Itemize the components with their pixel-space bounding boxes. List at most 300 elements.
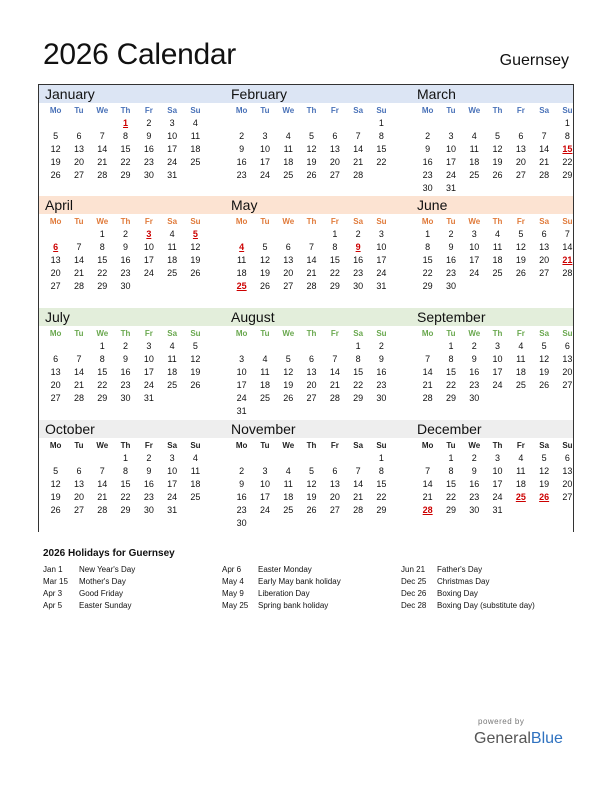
day-cell: 30: [143, 170, 154, 180]
day-cell: [486, 280, 509, 293]
day-cell: 1: [123, 118, 129, 128]
weekday-label: Tu: [446, 329, 456, 338]
day-cell: 17: [492, 479, 503, 489]
day-cell: 20: [562, 479, 573, 489]
day-cell: 5: [309, 131, 315, 141]
weekday-label: Su: [190, 441, 201, 450]
day-cell: 13: [562, 466, 573, 476]
day-cell: 26: [259, 281, 270, 291]
weekday-label: Mo: [235, 441, 248, 450]
day-cell: 9: [123, 242, 129, 252]
week-row: [416, 241, 586, 254]
weekday-label: We: [282, 106, 295, 115]
quarter-row: [38, 84, 574, 196]
day-cell: 22: [353, 380, 364, 390]
weekday-label: Mo: [421, 106, 434, 115]
day-cell: 23: [143, 492, 154, 502]
day-cell: [556, 182, 579, 195]
day-cell: 23: [143, 157, 154, 167]
day-cell: 15: [422, 255, 433, 265]
day-cell: 24: [492, 380, 503, 390]
week-row: [416, 267, 586, 280]
day-cell: 23: [422, 170, 433, 180]
week-row: [44, 267, 214, 280]
day-cell: 31: [167, 505, 178, 515]
day-cell: 8: [123, 131, 129, 141]
holiday-item: [222, 588, 341, 600]
weekday-label: Mo: [235, 106, 248, 115]
day-cell: 13: [539, 242, 550, 252]
week-row: [44, 504, 214, 517]
weekday-label: Sa: [167, 106, 178, 115]
day-cell: 25: [469, 170, 480, 180]
day-cell: [509, 182, 532, 195]
weekday-label: Fr: [330, 329, 339, 338]
day-cell: 26: [50, 505, 61, 515]
day-cell: [323, 405, 346, 418]
day-cell: [44, 117, 67, 130]
month-name: August: [231, 309, 275, 325]
week-row: [416, 366, 586, 379]
holiday-item: [401, 576, 535, 588]
day-cell: 3: [169, 118, 175, 128]
weekday-header: [44, 326, 214, 340]
day-cell: 19: [539, 479, 550, 489]
weekday-label: Th: [120, 329, 131, 338]
week-row: [44, 117, 214, 130]
weekday-label: Tu: [74, 329, 84, 338]
week-row: [230, 452, 400, 465]
day-cell: 14: [97, 144, 108, 154]
day-cell: 25: [259, 393, 270, 403]
day-cell: 7: [425, 466, 431, 476]
week-row: [230, 504, 400, 517]
weekday-label: Su: [562, 441, 573, 450]
holiday-item: [401, 564, 535, 576]
week-row: [230, 169, 400, 182]
day-cell: 1: [448, 453, 454, 463]
day-cell: 22: [445, 380, 456, 390]
day-cell: 22: [376, 157, 387, 167]
weekday-label: Tu: [74, 217, 84, 226]
weekday-label: Mo: [235, 329, 248, 338]
day-cell: 4: [192, 118, 198, 128]
day-cell: 16: [422, 157, 433, 167]
day-cell: 12: [539, 354, 550, 364]
day-cell: 18: [515, 367, 526, 377]
day-cell: 8: [355, 354, 361, 364]
day-cell: 6: [53, 354, 59, 364]
month-name: December: [417, 421, 482, 437]
day-cell: 19: [492, 157, 503, 167]
day-cell: 4: [518, 341, 524, 351]
weekday-label: Su: [190, 329, 201, 338]
day-cell: 24: [143, 380, 154, 390]
weekday-label: Su: [562, 329, 573, 338]
powered-by-label: powered by: [478, 717, 525, 726]
week-row: [416, 491, 586, 504]
day-cell: 5: [262, 242, 268, 252]
day-cell: 5: [541, 453, 547, 463]
day-cell: [346, 517, 369, 530]
weekday-label: Th: [120, 106, 131, 115]
holiday-item: [222, 600, 341, 612]
day-cell: [323, 517, 346, 530]
day-cell: 14: [73, 367, 84, 377]
day-cell: 23: [445, 268, 456, 278]
weekday-label: Su: [376, 441, 387, 450]
weekday-label: Fr: [516, 441, 525, 450]
weekday-label: Th: [120, 217, 131, 226]
day-cell: 19: [306, 492, 317, 502]
day-cell: 31: [236, 406, 247, 416]
day-cell: 26: [515, 268, 526, 278]
week-row: [230, 117, 400, 130]
day-cell: 28: [422, 505, 433, 515]
day-cell: 24: [259, 505, 270, 515]
week-row: [230, 241, 400, 254]
day-cell: 19: [190, 367, 201, 377]
day-cell: 11: [469, 144, 479, 154]
day-cell: 24: [143, 268, 154, 278]
day-cell: 4: [495, 229, 501, 239]
day-cell: 27: [73, 505, 84, 515]
day-cell: 29: [376, 505, 387, 515]
day-cell: 20: [306, 380, 317, 390]
day-cell: [277, 452, 300, 465]
day-cell: 4: [262, 354, 268, 364]
quarter-row: [38, 308, 574, 420]
day-cell: 16: [120, 367, 131, 377]
holidays-title: 2026 Holidays for Guernsey: [43, 548, 175, 559]
day-cell: 2: [239, 466, 245, 476]
day-cell: 17: [143, 255, 154, 265]
day-cell: 14: [73, 255, 84, 265]
day-cell: 8: [99, 354, 105, 364]
day-cell: 11: [492, 242, 503, 252]
weekday-label: Th: [306, 217, 317, 226]
week-row: [416, 340, 586, 353]
month-block: [44, 85, 214, 182]
week-row: [44, 156, 214, 169]
day-cell: 23: [469, 380, 480, 390]
day-cell: [532, 182, 555, 195]
holiday-item: [43, 564, 135, 576]
day-cell: 3: [262, 131, 268, 141]
day-cell: 15: [376, 144, 387, 154]
day-cell: [439, 117, 462, 130]
day-cell: [184, 504, 207, 517]
week-row: [230, 517, 400, 530]
day-cell: [300, 405, 323, 418]
day-cell: 20: [515, 157, 526, 167]
weekday-label: Mo: [421, 329, 434, 338]
weekday-label: Mo: [421, 217, 434, 226]
day-cell: 10: [167, 131, 178, 141]
day-cell: 16: [143, 144, 154, 154]
day-cell: [416, 452, 439, 465]
day-cell: 8: [332, 242, 338, 252]
week-row: [44, 353, 214, 366]
weekday-header: [416, 438, 586, 452]
week-row: [44, 379, 214, 392]
day-cell: [323, 340, 346, 353]
day-cell: [486, 182, 509, 195]
day-cell: 3: [239, 354, 245, 364]
day-cell: 5: [192, 229, 198, 239]
day-cell: 20: [73, 492, 84, 502]
week-row: [44, 280, 214, 293]
day-cell: 8: [378, 131, 384, 141]
week-row: [230, 405, 400, 418]
weekday-label: Mo: [49, 441, 62, 450]
weekday-label: Su: [562, 217, 573, 226]
day-cell: [532, 504, 555, 517]
weekday-label: Th: [306, 106, 317, 115]
day-cell: 1: [123, 453, 129, 463]
day-cell: 2: [146, 453, 152, 463]
day-cell: 31: [445, 183, 456, 193]
day-cell: 27: [562, 380, 573, 390]
day-cell: 9: [146, 131, 152, 141]
weekday-label: Tu: [446, 106, 456, 115]
day-cell: 22: [562, 157, 573, 167]
day-cell: 22: [329, 268, 340, 278]
holiday-name: Christmas Day: [437, 577, 490, 586]
weekday-label: Tu: [74, 106, 84, 115]
day-cell: 10: [376, 242, 387, 252]
day-cell: [463, 280, 486, 293]
month-block: [416, 308, 586, 405]
day-cell: 28: [329, 393, 340, 403]
day-cell: 16: [143, 479, 154, 489]
day-cell: 17: [259, 157, 270, 167]
week-row: [230, 353, 400, 366]
day-cell: 27: [283, 281, 294, 291]
weekday-label: We: [468, 329, 481, 338]
day-cell: 29: [422, 281, 433, 291]
week-row: [230, 340, 400, 353]
month-block: [230, 196, 400, 293]
day-cell: 17: [469, 255, 480, 265]
brand-logo[interactable]: [474, 730, 563, 748]
week-row: [230, 366, 400, 379]
day-cell: 18: [236, 268, 247, 278]
holiday-date: Dec 25: [401, 577, 427, 586]
weekday-label: Th: [306, 329, 317, 338]
day-cell: 10: [236, 367, 247, 377]
day-cell: 21: [353, 157, 364, 167]
day-cell: 7: [425, 354, 431, 364]
holiday-date: Mar 15: [43, 577, 68, 586]
day-cell: 21: [73, 268, 84, 278]
week-row: [44, 254, 214, 267]
day-cell: 20: [73, 157, 84, 167]
day-cell: 31: [492, 505, 503, 515]
holiday-name: New Year's Day: [79, 565, 136, 574]
day-cell: [44, 452, 67, 465]
day-cell: [556, 392, 579, 405]
day-cell: 15: [120, 144, 131, 154]
week-row: [416, 465, 586, 478]
weekday-label: We: [282, 441, 295, 450]
weekday-label: Mo: [49, 106, 62, 115]
day-cell: 25: [190, 492, 201, 502]
day-cell: 28: [539, 170, 550, 180]
day-cell: 26: [539, 380, 550, 390]
day-cell: 14: [562, 242, 573, 252]
day-cell: 18: [283, 157, 294, 167]
holiday-column: [43, 564, 135, 612]
day-cell: 27: [562, 492, 573, 502]
holiday-item: [401, 600, 535, 612]
day-cell: 25: [167, 268, 178, 278]
day-cell: 5: [192, 341, 198, 351]
day-cell: 9: [448, 242, 454, 252]
weekday-label: Th: [492, 441, 503, 450]
day-cell: 25: [515, 380, 526, 390]
day-cell: 21: [306, 268, 317, 278]
week-row: [416, 182, 586, 195]
day-cell: 28: [97, 170, 108, 180]
day-cell: 23: [236, 170, 247, 180]
day-cell: 9: [471, 354, 477, 364]
week-row: [416, 452, 586, 465]
quarter-row: [38, 420, 574, 532]
day-cell: 2: [448, 229, 454, 239]
day-cell: [277, 517, 300, 530]
day-cell: 26: [539, 492, 550, 502]
day-cell: 21: [97, 492, 108, 502]
day-cell: 28: [562, 268, 573, 278]
day-cell: 16: [376, 367, 387, 377]
weekday-label: Su: [376, 106, 387, 115]
holiday-name: Spring bank holiday: [258, 601, 329, 610]
weekday-label: Mo: [49, 217, 62, 226]
day-cell: [532, 280, 555, 293]
day-cell: 17: [445, 157, 456, 167]
day-cell: 28: [306, 281, 317, 291]
day-cell: 8: [378, 466, 384, 476]
day-cell: [160, 392, 183, 405]
day-cell: [253, 340, 276, 353]
day-cell: 15: [353, 367, 364, 377]
week-row: [230, 379, 400, 392]
day-cell: 13: [73, 144, 84, 154]
weekday-label: Su: [562, 106, 573, 115]
day-cell: 15: [376, 479, 387, 489]
weekday-label: Su: [190, 106, 201, 115]
day-cell: 9: [355, 242, 361, 252]
day-cell: 29: [353, 393, 364, 403]
weekday-label: Mo: [235, 217, 248, 226]
weekday-label: Sa: [353, 106, 364, 115]
day-cell: 6: [285, 242, 291, 252]
weekday-label: Fr: [330, 217, 339, 226]
week-row: [230, 280, 400, 293]
day-cell: 15: [445, 367, 456, 377]
day-cell: 20: [562, 367, 573, 377]
day-cell: 18: [190, 144, 201, 154]
day-cell: [253, 517, 276, 530]
day-cell: 6: [309, 354, 315, 364]
day-cell: 26: [306, 170, 317, 180]
day-cell: 6: [76, 466, 82, 476]
day-cell: 16: [469, 367, 480, 377]
day-cell: 18: [259, 380, 270, 390]
day-cell: [300, 517, 323, 530]
quarter-row: [38, 196, 574, 308]
day-cell: 20: [329, 492, 340, 502]
month-name: January: [45, 86, 95, 102]
day-cell: 21: [353, 492, 364, 502]
day-cell: [44, 340, 67, 353]
day-cell: 25: [283, 505, 294, 515]
weekday-label: Th: [492, 329, 503, 338]
day-cell: 27: [73, 170, 84, 180]
day-cell: 12: [190, 242, 201, 252]
day-cell: 27: [306, 393, 317, 403]
day-cell: 4: [285, 131, 291, 141]
month-block: [230, 85, 400, 182]
day-cell: [346, 405, 369, 418]
day-cell: [160, 280, 183, 293]
week-row: [416, 353, 586, 366]
calendar-grid: [38, 84, 574, 532]
weekday-label: We: [96, 217, 109, 226]
weekday-header: [44, 438, 214, 452]
day-cell: 31: [167, 170, 178, 180]
day-cell: 3: [378, 229, 384, 239]
week-row: [44, 366, 214, 379]
day-cell: 30: [236, 518, 247, 528]
day-cell: [253, 405, 276, 418]
holiday-date: Apr 6: [222, 565, 242, 574]
day-cell: 7: [99, 466, 105, 476]
day-cell: 10: [492, 466, 503, 476]
weekday-label: Su: [190, 217, 201, 226]
holiday-date: May 9: [222, 589, 244, 598]
day-cell: 6: [53, 242, 59, 252]
day-cell: 22: [120, 492, 131, 502]
holiday-name: Easter Monday: [258, 565, 312, 574]
day-cell: 23: [120, 268, 131, 278]
day-cell: [277, 405, 300, 418]
day-cell: 21: [73, 380, 84, 390]
day-cell: 19: [283, 380, 294, 390]
week-row: [416, 228, 586, 241]
day-cell: 21: [329, 380, 340, 390]
day-cell: 30: [120, 393, 131, 403]
week-row: [230, 478, 400, 491]
day-cell: 16: [445, 255, 456, 265]
brand-logo-part1: General: [474, 730, 531, 747]
weekday-label: Th: [492, 217, 503, 226]
weekday-label: Tu: [260, 217, 270, 226]
day-cell: [346, 452, 369, 465]
day-cell: 27: [515, 170, 526, 180]
day-cell: [509, 117, 532, 130]
day-cell: 2: [123, 229, 129, 239]
weekday-label: Tu: [260, 106, 270, 115]
day-cell: 24: [492, 492, 503, 502]
day-cell: 6: [76, 131, 82, 141]
week-row: [230, 156, 400, 169]
day-cell: 2: [123, 341, 129, 351]
day-cell: [230, 452, 253, 465]
day-cell: [509, 280, 532, 293]
day-cell: 5: [285, 354, 291, 364]
